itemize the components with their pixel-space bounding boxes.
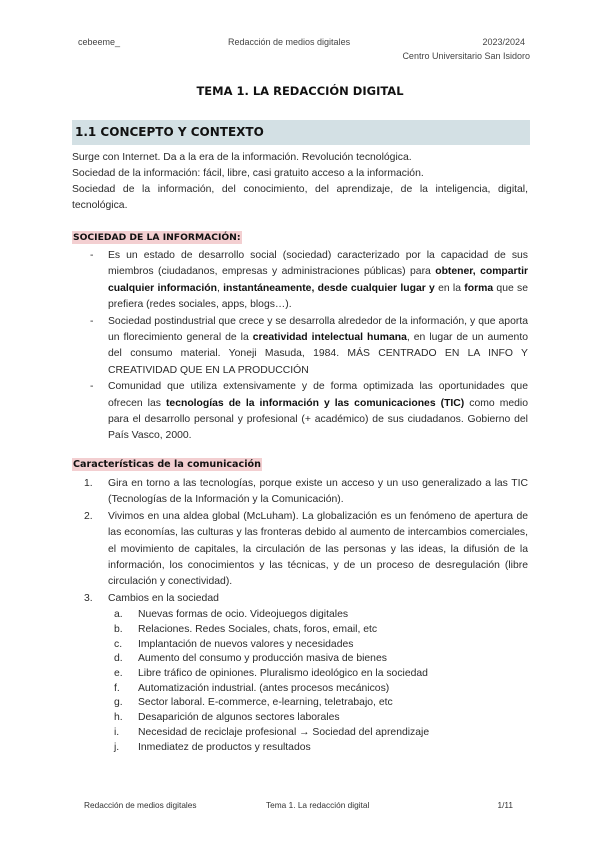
sub-item-text: Necesidad de reciclaje profesional → Sociedad del aprendizaje (138, 726, 430, 738)
header-institution: Centro Universitario San Isidoro (402, 51, 530, 61)
bullet-dash: - (90, 250, 94, 261)
list-item: - Es un estado de desarrollo social (sociedad) caracterizado por la capacidad de sus miembros (ciudadanos, empresas y administraciones públicas) para obtener, compartir cualquier información, instantáneamente, desde cualquier lugar y en la forma que se prefiera (redes sociales, apps, blogs…). (90, 250, 528, 311)
sub-list-item (84, 711, 528, 726)
list-letter: f. (114, 682, 120, 694)
sub-item-text: Automatización industrial. (antes procesos mecánicos) (138, 682, 390, 694)
list-letter: g. (114, 697, 123, 709)
document-title: TEMA 1. LA REDACCIÓN DIGITAL (196, 84, 404, 98)
sub-list-item (84, 667, 528, 682)
list-letter: c. (114, 638, 123, 650)
sub-item-text: Aumento del consumo y producción masiva de bienes (138, 653, 387, 665)
sub-item-text: Sector laboral. E-commerce, e-learning, teletrabajo, etc (138, 697, 393, 709)
footer-topic: Tema 1. La redacción digital (266, 800, 370, 810)
list-number: 1. (84, 478, 93, 489)
bullet-dash: - (90, 381, 94, 393)
sub-list-item (84, 696, 528, 711)
sub-list-item (84, 682, 528, 697)
section-title: 1.1 CONCEPTO Y CONTEXTO (75, 125, 264, 139)
sub-item-text: Desaparición de algunos sectores laborales (138, 712, 340, 724)
sub-list-item (84, 638, 528, 653)
list-item: 2. Vivimos en una aldea global (McLuham). La globalización es un fenómeno de apertura de las economías, las culturas y las fronteras debido al aumento de intercambios comerciales, el movimiento de capitales, la circulación de las personas y las ideas, la difusión de la información, los conocimientos y las técnicas, y de un proceso de desregulación (libre circulación y conectividad). (84, 510, 528, 588)
list-letter: b. (114, 623, 123, 635)
header-year: 2023/2024 (482, 37, 525, 47)
list-letter: i. (114, 726, 120, 738)
list-number: 3. (84, 592, 93, 604)
sub-list-item (84, 741, 528, 756)
intro-line: Sociedad de la información, del conocimiento, del aprendizaje, de la inteligencia, digital, tecnológica. (72, 184, 528, 211)
list-number: 2. (84, 510, 93, 522)
footer-page-number: 1/11 (497, 800, 513, 810)
caracteristicas-list (84, 476, 528, 755)
sub-list-item (84, 652, 528, 667)
intro-text (72, 150, 528, 214)
sub-list-item (84, 608, 528, 623)
sub-item-text: Nuevas formas de ocio. Videojuegos digitales (138, 609, 349, 621)
bullet-dash: - (90, 315, 94, 327)
list-item: - Sociedad postindustrial que crece y se desarrolla alrededor de la información, y que aporta un florecimiento general de la creatividad intelectual humana, en lugar de un aumento del consumo material. Yoneji Masuda, 1984. MÁS CENTRADO EN LA INFO Y CREATIVIDAD QUE EN LA PRODUCCIÓN (90, 315, 528, 376)
sub-item-text: Libre tráfico de opiniones. Pluralismo ideológico en la sociedad (138, 668, 428, 680)
sub-list-item (84, 726, 528, 741)
sub-item-text: Implantación de nuevos valores y necesidades (138, 638, 354, 650)
list-item: - Comunidad que utiliza extensivamente y de forma optimizada las oportunidades que ofrecen las tecnologías de la información y las comunicaciones (TIC) como medio para el desarrollo personal y profesional (+ académico) de sus ciudadanos. Gobierno del País Vasco, 2000. (90, 381, 528, 442)
sub-item-text: Relaciones. Redes Sociales, chats, foros, email, etc (138, 623, 378, 635)
header-author: cebeeme_ (78, 37, 121, 47)
list-letter: e. (114, 668, 123, 680)
list-letter: h. (114, 712, 123, 724)
sociedad-heading: SOCIEDAD DE LA INFORMACIÓN: (73, 232, 241, 243)
list-item: 1. Gira en torno a las tecnologías, porque existe un acceso y un uso generalizado a las TIC (Tecnologías de la Información y la Comunicación). (84, 478, 528, 506)
caracteristicas-heading: Características de la comunicación (73, 459, 261, 470)
intro-line: Sociedad de la información: fácil, libre, casi gratuito acceso a la información. (72, 168, 424, 179)
sub-item-text: Inmediatez de productos y resultados (138, 741, 311, 753)
header-course: Redacción de medios digitales (228, 37, 351, 47)
sub-list-item (84, 623, 528, 638)
list-letter: a. (114, 609, 123, 621)
list-letter: j. (114, 741, 120, 753)
list-letter: d. (114, 653, 123, 665)
intro-line: Surge con Internet. Da a la era de la información. Revolución tecnológica. (72, 152, 412, 163)
sociedad-list (84, 248, 528, 445)
footer-course: Redacción de medios digitales (84, 800, 197, 810)
list-item: 3. Cambios en la sociedad (84, 591, 528, 607)
